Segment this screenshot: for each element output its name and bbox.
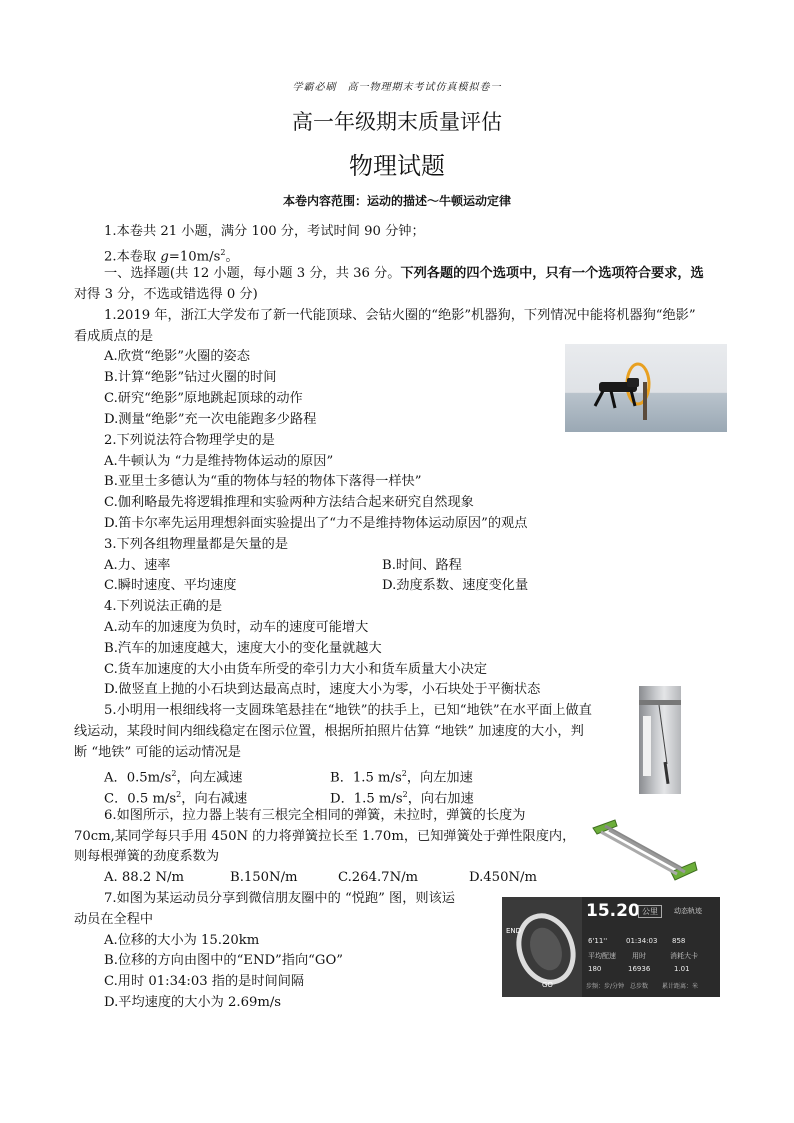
robot-dog-photo bbox=[565, 344, 727, 432]
q6-stem: 6.如图所示，拉力器上装有三根完全相同的弹簧，未拉时，弹簧的长度为 bbox=[104, 808, 526, 823]
run-total-steps: 16936 bbox=[628, 965, 651, 973]
q7-stem: 7.如图为某运动员分享到微信朋友圈中的 “悦跑” 图，则该运 bbox=[104, 891, 455, 906]
page-title-grade: 高一年级期末质量评估 bbox=[292, 110, 502, 134]
run-steps: 180 bbox=[588, 965, 602, 973]
q1-option-a: A.欣赏“绝影”火圈的姿态 bbox=[104, 349, 250, 364]
run-stride: 1.01 bbox=[674, 965, 690, 973]
q3-option-c: C.瞬时速度、平均速度 bbox=[104, 578, 237, 593]
q5-option-b: B．1.5 $m/s^2$，向左加速 bbox=[330, 769, 473, 786]
q7-option-b: B.位移的方向由图中的“END”指向“GO” bbox=[104, 953, 343, 968]
run-total-steps-label: 总步数 bbox=[630, 983, 649, 990]
q2-option-d: D.笛卡尔率先运用理想斜面实验提出了“力不是维持物体运动原因”的观点 bbox=[104, 516, 528, 531]
q6-option-b: B.150N/m bbox=[230, 870, 298, 885]
q7-option-c: C.用时 01:34:03 指的是时间间隔 bbox=[104, 974, 305, 989]
track-button[interactable]: 动态轨迹 bbox=[674, 907, 702, 915]
q1-stem: 1.2019 年，浙江大学发布了新一代能顶球、会钻火圈的“绝影”机器狗，下列情况中能将机器狗“绝影” bbox=[104, 308, 696, 323]
q3-stem: 3.下列各组物理量都是矢量的是 bbox=[104, 537, 289, 552]
q5-stem-cont2: 断 “地铁” 可能的运动情况是 bbox=[74, 745, 241, 760]
run-pace-label: 平均配速 bbox=[588, 952, 616, 960]
q1-stem-cont: 看成质点的是 bbox=[74, 329, 154, 344]
q1-option-d: D.测量“绝影”充一次电能跑多少路程 bbox=[104, 412, 317, 427]
q6-option-c: C.264.7N/m bbox=[338, 870, 419, 885]
q7-option-a: A.位移的大小为 15.20km bbox=[104, 933, 260, 948]
q1-option-c: C.研究“绝影”原地跳起顶球的动作 bbox=[104, 391, 303, 406]
content-scope: 本卷内容范围：运动的描述～牛顿运动定律 bbox=[282, 194, 511, 208]
run-distance-unit: 公里 bbox=[638, 905, 662, 918]
run-time-label: 用时 bbox=[632, 952, 646, 960]
spring-expander-icon bbox=[585, 812, 709, 886]
run-start-label: GO bbox=[542, 981, 553, 989]
run-stride-label: 累计距离：米 bbox=[662, 983, 699, 990]
pendulum-pen-icon bbox=[639, 686, 681, 794]
q5-option-a: A．$0.5m/s^2$，向左减速 bbox=[104, 769, 243, 786]
run-cal-label: 消耗大卡 bbox=[670, 952, 698, 960]
run-time: 01:34:03 bbox=[626, 937, 658, 945]
q4-stem: 4.下列说法正确的是 bbox=[104, 599, 223, 614]
q5-option-c: C．0.5 $m/s^2$，向右减速 bbox=[104, 790, 248, 807]
instruction-2: 2.本卷取 $g=10m/s^2$。 bbox=[104, 248, 239, 265]
q7-option-d: D.平均速度的大小为 2.69m/s bbox=[104, 995, 282, 1010]
q3-option-d: D.劲度系数、速度变化量 bbox=[382, 578, 529, 593]
run-calories: 858 bbox=[672, 937, 686, 945]
q4-option-c: C.货车加速度的大小由货车所受的牵引力大小和货车质量大小决定 bbox=[104, 662, 488, 677]
robot-dog-icon bbox=[565, 344, 727, 432]
q6-option-a: A. 88.2 N/m bbox=[104, 870, 184, 885]
q5-stem: 5.小明用一根细线将一支圆珠笔悬挂在“地铁”的扶手上，已知“地铁”在水平面上做直 bbox=[104, 703, 592, 718]
page-title-subject: 物理试题 bbox=[349, 152, 445, 180]
q2-stem: 2.下列说法符合物理学史的是 bbox=[104, 433, 275, 448]
run-distance: 15.20 bbox=[586, 901, 640, 921]
instruction-1: 1.本卷共 21 小题，满分 100 分，考试时间 90 分钟； bbox=[104, 224, 425, 239]
q5-option-d: D．1.5 $m/s^2$，向右加速 bbox=[330, 790, 474, 807]
q2-option-c: C.伽利略最先将逻辑推理和实验两种方法结合起来研究自然现象 bbox=[104, 495, 474, 510]
q6-stem-cont1: 70cm,某同学每只手用 450N 的力将弹簧拉长至 1.70m，已知弹簧处于弹性限度内， bbox=[74, 829, 576, 844]
q7-stem-cont: 动员在全程中 bbox=[74, 912, 154, 927]
subway-photo bbox=[639, 686, 681, 794]
q3-option-a: A.力、速率 bbox=[104, 558, 171, 573]
q3-option-b: B.时间、路程 bbox=[382, 558, 462, 573]
q4-option-a: A.动车的加速度为负时，动车的速度可能增大 bbox=[104, 620, 369, 635]
run-end-label: END bbox=[506, 927, 522, 935]
q1-option-b: B.计算“绝影”钻过火圈的时间 bbox=[104, 370, 277, 385]
run-steps-label: 步频：步/分钟 bbox=[586, 983, 625, 990]
header-note: 学霸必刷 高一物理期末考试仿真模拟卷一 bbox=[292, 82, 502, 93]
q6-stem-cont2: 则每根弹簧的劲度系数为 bbox=[74, 849, 220, 864]
q6-option-d: D.450N/m bbox=[469, 870, 537, 885]
q4-option-b: B.汽车的加速度越大，速度大小的变化量就越大 bbox=[104, 641, 382, 656]
spring-expander-photo bbox=[585, 812, 709, 886]
run-app-screenshot bbox=[502, 897, 720, 997]
section-heading: 一、选择题(共 12 小题，每小题 3 分，共 36 分。下列各题的四个选项中，只有一个选项符合要求，选 bbox=[104, 266, 704, 281]
q2-option-b: B.亚里士多德认为“重的物体与轻的物体下落得一样快” bbox=[104, 474, 422, 489]
q4-option-d: D.做竖直上抛的小石块到达最高点时，速度大小为零，小石块处于平衡状态 bbox=[104, 682, 541, 697]
section-heading-cont: 对得 3 分，不选或错选得 0 分) bbox=[74, 287, 258, 302]
run-pace: 6'11'' bbox=[588, 937, 608, 945]
q5-stem-cont1: 线运动，某段时间内细线稳定在图示位置，根据所拍照片估算 “地铁” 加速度的大小，判 bbox=[74, 724, 584, 739]
q2-option-a: A.牛顿认为 “力是维持物体运动的原因” bbox=[104, 454, 334, 469]
